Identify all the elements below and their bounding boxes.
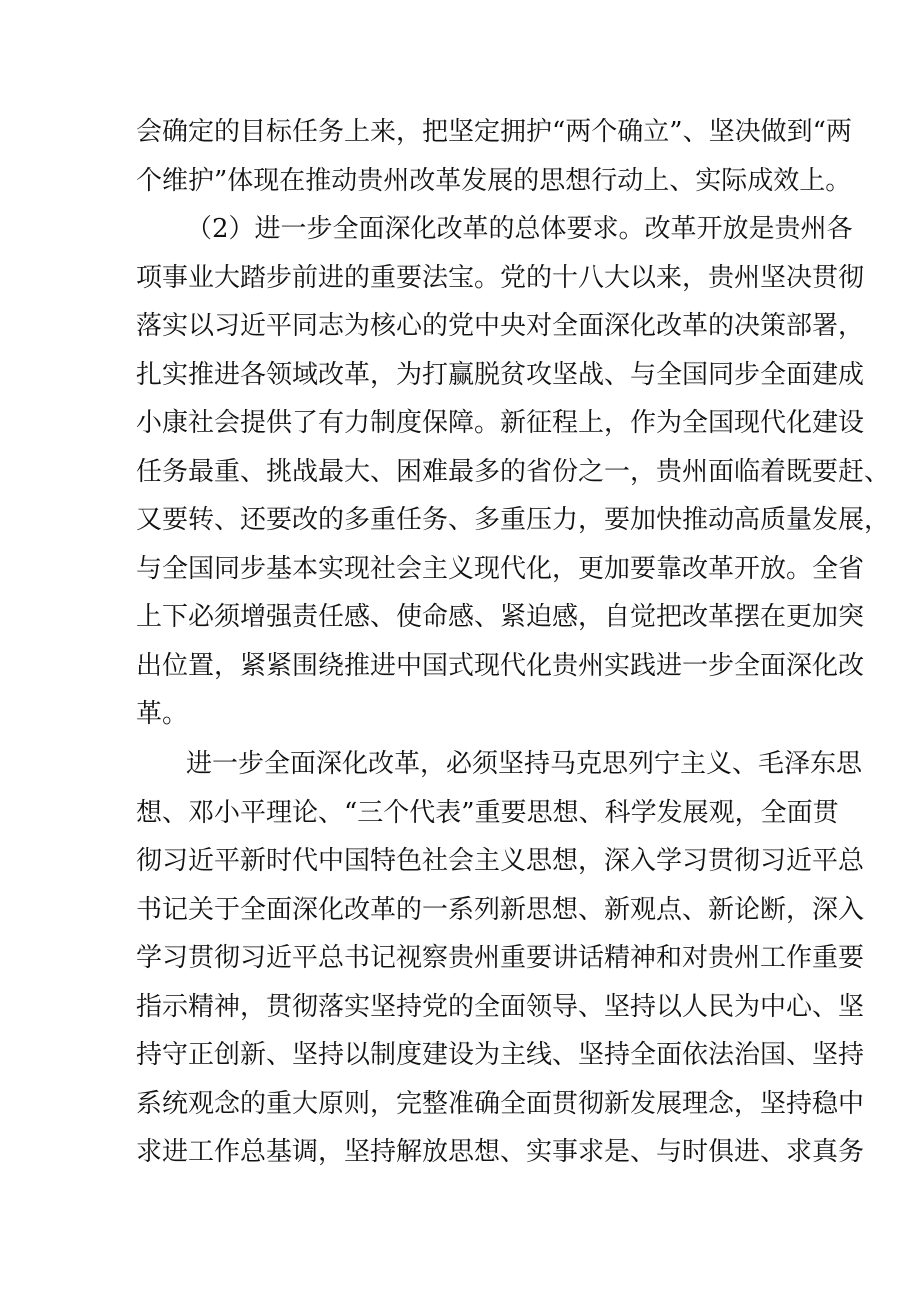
text-line: 革。 [136, 699, 189, 729]
text-line: 系统观念的重大原则，完整准确全面贯彻新发展理念，坚持稳中 [136, 1089, 865, 1119]
text-line: 与全国同步基本实现社会主义现代化，更加要靠改革开放。全省 [136, 554, 865, 584]
text-line: 又要转、还要改的多重任务、多重压力，要加快推动高质量发展， [136, 505, 891, 535]
text-line: 想、邓小平理论、“三个代表”重要思想、科学发展观，全面贯 [136, 798, 839, 828]
text-line: 个维护”体现在推动贵州改革发展的思想行动上、实际成效上。 [136, 166, 852, 196]
text-line: 落实以习近平同志为核心的党中央对全面深化改革的决策部署， [136, 311, 865, 341]
text-line: （2）进一步全面深化改革的总体要求。改革开放是贵州各 [186, 214, 853, 244]
text-line: 会确定的目标任务上来，把坚定拥护“两个确立”、坚决做到“两 [136, 117, 852, 147]
text-line: 持守正创新、坚持以制度建设为主线、坚持全面依法治国、坚持 [136, 1040, 865, 1070]
text-line: 项事业大踏步前进的重要法宝。党的十八大以来，贵州坚决贯彻 [136, 263, 865, 293]
text-line: 任务最重、挑战最大、困难最多的省份之一，贵州面临着既要赶、 [136, 457, 891, 487]
text-line: 上下必须增强责任感、使命感、紧迫感，自觉把改革摆在更加突 [136, 602, 865, 632]
text-line: 出位置，紧紧围绕推进中国式现代化贵州实践进一步全面深化改 [136, 651, 865, 681]
text-line: 书记关于全面深化改革的一系列新思想、新观点、新论断，深入 [136, 895, 865, 925]
text-line: 小康社会提供了有力制度保障。新征程上，作为全国现代化建设 [136, 408, 865, 438]
text-line: 彻习近平新时代中国特色社会主义思想，深入学习贯彻习近平总 [136, 846, 865, 876]
text-line: 进一步全面深化改革，必须坚持马克思列宁主义、毛泽东思 [186, 749, 863, 779]
text-line: 学习贯彻习近平总书记视察贵州重要讲话精神和对贵州工作重要 [136, 943, 865, 973]
text-line: 指示精神，贯彻落实坚持党的全面领导、坚持以人民为中心、坚 [136, 992, 865, 1022]
text-line: 扎实推进各领域改革，为打赢脱贫攻坚战、与全国同步全面建成 [136, 360, 865, 390]
text-line: 求进工作总基调，坚持解放思想、实事求是、与时俱进、求真务 [136, 1137, 865, 1167]
